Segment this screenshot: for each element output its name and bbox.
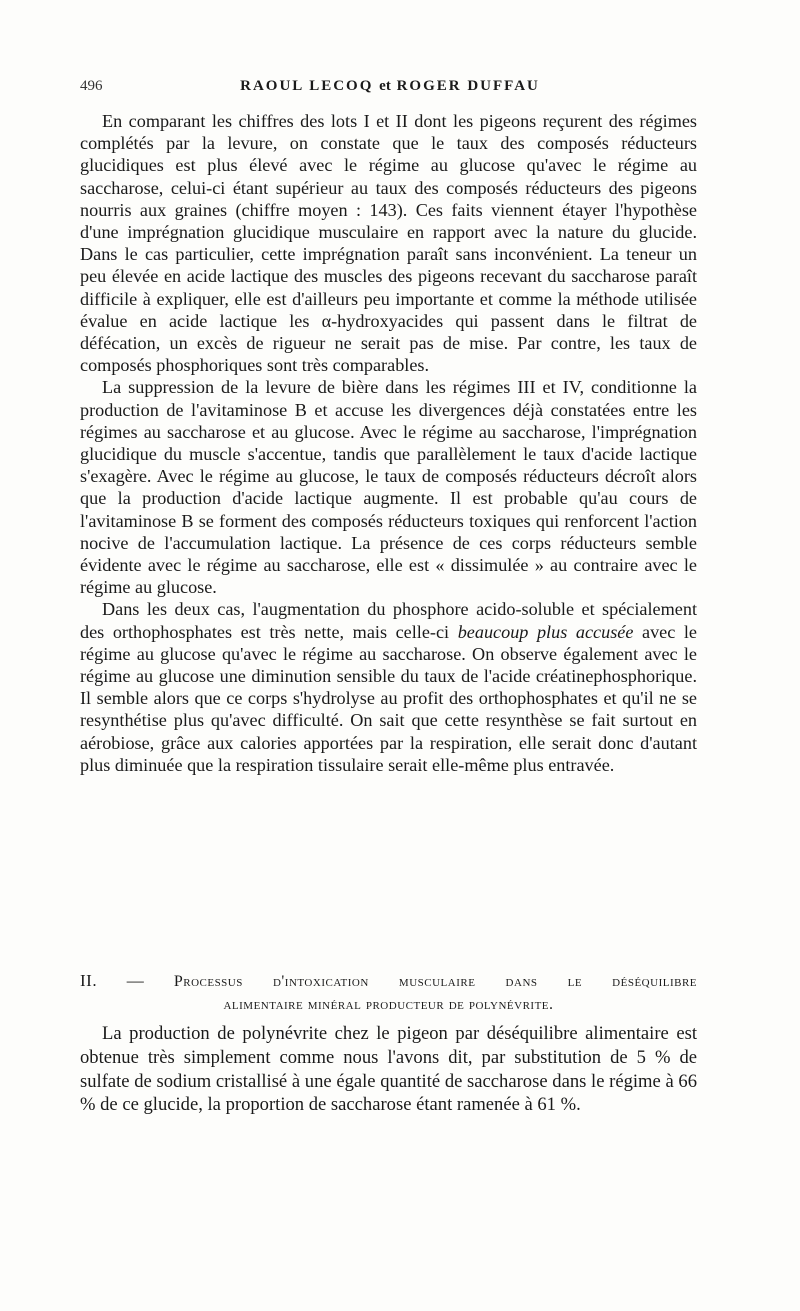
running-head-author-2: ROGER DUFFAU bbox=[396, 78, 540, 94]
section-heading-line-1 bbox=[80, 970, 697, 994]
section-numeral: II. bbox=[80, 971, 98, 990]
paragraph-3-part-1: Dans les deux cas, l'augmentation du phosphore acido-soluble et spécialement des orthophosphates est très nette, mais celle-ci bbox=[80, 599, 697, 642]
section-title-line-1: Processus d'intoxication musculaire dans le déséquilibre bbox=[173, 973, 698, 990]
page-number: 496 bbox=[80, 78, 103, 94]
page-header bbox=[80, 78, 700, 100]
paragraph-4: La production de polynévrite chez le pigeon par déséquilibre alimentaire est obtenue très simplement comme nous l'avons dit, par substitution de 5 % de sulfate de sodium cristallisé à une égale quantité de saccharose dans le régime à 66 % de ce glucide, la proportion de saccharose étant ramenée à 61 %. bbox=[80, 1023, 697, 1116]
paragraph-2: La suppression de la levure de bière dans les régimes III et IV, conditionne la production de l'avitaminose B et accuse les divergences déjà constatées entre les régimes au saccharose et au glucose. Avec le régime au saccharose, l'imprégnation glucidique du muscle s'accentue, tandis que parallèlement le taux d'acide lactique s'exagère. Avec le régime au glucose, le taux de composés réducteurs décroît alors que la production d'acide lactique augmente. Il est probable qu'au cours de l'avitaminose B se forment des composés réducteurs toxiques qui renforcent l'action nocive de l'accumulation lactique. La présence de ces corps réducteurs semble évidente avec le régime au saccharose, elle est « dissimulée » au contraire avec le régime au glucose. bbox=[80, 377, 697, 598]
section-title-line-2: alimentaire minéral producteur de polynévrite. bbox=[223, 996, 554, 1013]
running-head-author-1: RAOUL LECOQ bbox=[240, 78, 374, 94]
paragraph-3-emphasis: beaucoup plus accusée bbox=[457, 621, 634, 642]
body-text-2 bbox=[80, 1022, 697, 1117]
section-dash: — bbox=[126, 971, 145, 990]
paragraph-3 bbox=[80, 598, 697, 776]
running-head bbox=[80, 78, 700, 95]
section-heading bbox=[80, 970, 697, 1016]
running-head-conjunction: et bbox=[379, 78, 391, 94]
body-text bbox=[80, 110, 697, 776]
paragraph-3-part-2: avec le régime au glucose qu'avec le régime au saccharose. On observe également avec le régime au glucose une diminution sensible du taux de l'acide créatinephosphorique. Il semble alors que ce corps s'hydrolyse au profit des orthophosphates et qu'il ne se resynthétise plus qu'avec difficulté. On sait que cette resynthèse se fait surtout en aérobiose, grâce aux calories apportées par la respiration, elle serait donc d'autant plus diminuée que la respiration tissulaire serait elle-même plus entravée. bbox=[80, 621, 698, 775]
paragraph-1: En comparant les chiffres des lots I et II dont les pigeons reçurent des régimes complétés par la levure, on constate que le taux des composés réducteurs glucidiques est plus élevé avec le régime au glucose qu'avec le régime au saccharose, celui-ci étant supérieur au taux des composés réducteurs des pigeons nourris aux graines (chiffre moyen : 143). Ces faits viennent étayer l'hypothèse d'une imprégnation glucidique musculaire en rapport avec la nature du glucide. Dans le cas particulier, cette imprégnation paraît sans inconvénient. La teneur un peu élevée en acide lactique des muscles des pigeons recevant du saccharose paraît difficile à expliquer, elle est d'ailleurs peu importante et comme la méthode utilisée évalue en acide lactique les α-hydroxyacides qui passent dans le filtrat de défécation, un excès de rigueur ne serait pas de mise. Par contre, les taux de composés phosphoriques sont très comparables. bbox=[80, 111, 697, 376]
